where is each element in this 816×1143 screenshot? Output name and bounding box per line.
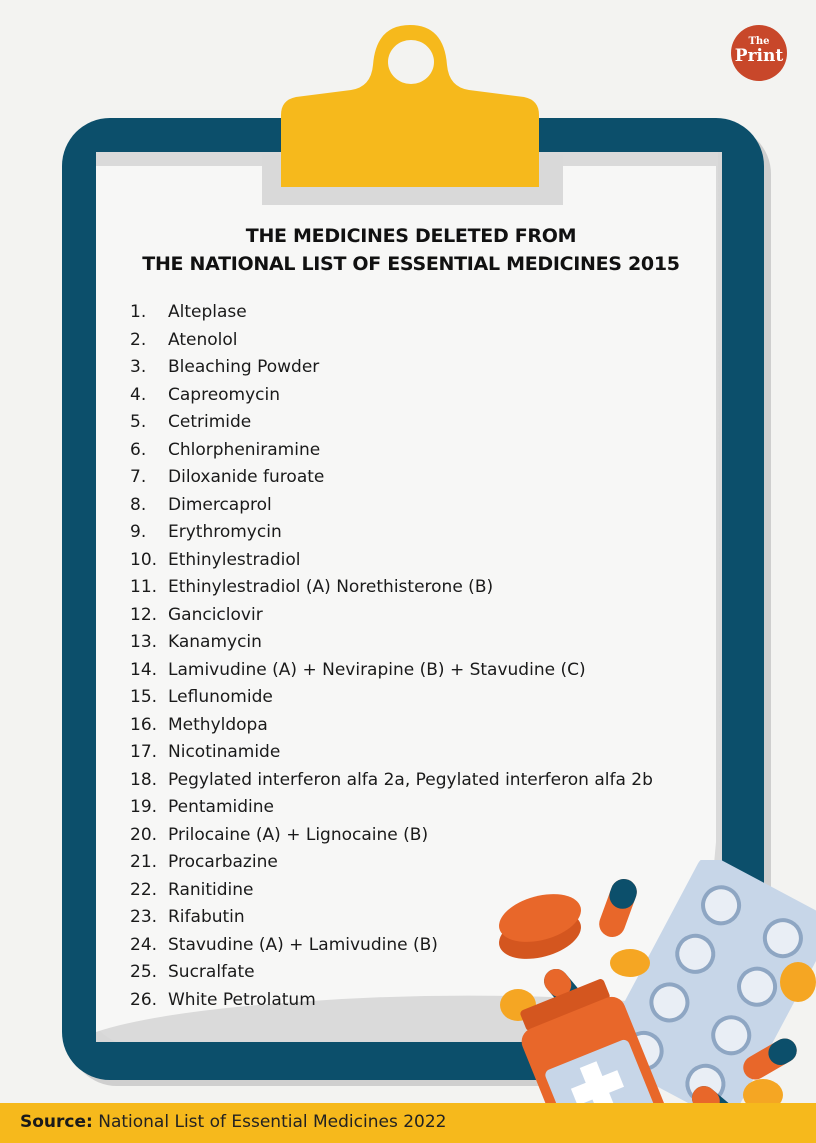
logo-line1: The [748, 36, 770, 47]
item-number: 23. [130, 907, 158, 927]
item-number: 8. [130, 494, 147, 515]
source-text [20, 1112, 446, 1132]
source-value: National List of Essential Medicines 2022 [92, 1112, 447, 1132]
medicine-name: Lamivudine (A) + Nevirapine (B) + Stavudine (C) [168, 659, 586, 680]
source-label: Source: [20, 1112, 93, 1132]
item-number: 1. [130, 302, 147, 322]
item-number: 26. [130, 989, 158, 1010]
list-item [130, 464, 653, 492]
theprint-logo [731, 25, 787, 81]
item-number: 9. [130, 522, 147, 542]
item-number: 17. [130, 742, 158, 762]
medicine-name: Dimercaprol [168, 494, 272, 515]
medicine-name: Capreomycin [168, 384, 281, 405]
medicine-name: Procarbazine [168, 852, 278, 872]
clip-hole [388, 40, 434, 84]
medicine-name: Chlorpheniramine [168, 439, 321, 460]
medicine-name: Alteplase [168, 302, 247, 322]
list-item [130, 602, 653, 630]
title-line2: THE NATIONAL LIST OF ESSENTIAL MEDICINES 2015 [142, 253, 680, 275]
item-number: 22. [130, 879, 158, 900]
item-number: 11. [130, 577, 158, 597]
item-number: 12. [130, 604, 158, 625]
item-number: 4. [130, 384, 147, 405]
medicine-name: Bleaching Powder [168, 357, 320, 377]
medicine-name: Kanamycin [168, 632, 262, 652]
item-number: 6. [130, 439, 147, 460]
bottle-cap-icon [494, 886, 587, 967]
item-number: 7. [130, 467, 147, 487]
item-number: 5. [130, 412, 147, 432]
list-item [130, 657, 653, 685]
item-number: 16. [130, 714, 158, 735]
item-number: 24. [130, 934, 158, 955]
medicine-name: Ranitidine [168, 879, 254, 900]
medicine-name: Pentamidine [168, 797, 274, 817]
capsule-icon [596, 875, 641, 940]
clipboard-clip [281, 25, 539, 187]
list-item [130, 409, 653, 437]
item-number: 18. [130, 769, 158, 790]
item-number: 20. [130, 824, 158, 845]
list-item [130, 547, 653, 575]
list-item [130, 354, 653, 382]
medicine-name: Pegylated interferon alfa 2a, Pegylated interferon alfa 2b [168, 769, 653, 790]
item-number: 15. [130, 687, 158, 707]
medicine-name: Sucralfate [168, 962, 255, 982]
medicine-name: Leflunomide [168, 687, 273, 707]
list-item [130, 767, 653, 795]
medicine-name: Ethinylestradiol (A) Norethisterone (B) [168, 577, 494, 597]
list-item [130, 382, 653, 410]
list-item [130, 822, 653, 850]
item-number: 14. [130, 659, 158, 680]
item-number: 3. [130, 357, 147, 377]
medicine-name: Ethinylestradiol [168, 549, 301, 570]
medicines-illustration [480, 860, 816, 1143]
medicine-name: Cetrimide [168, 412, 252, 432]
list-item [130, 739, 653, 767]
logo-line2: Print [734, 46, 784, 66]
medicine-name: Atenolol [168, 329, 238, 350]
list-item [130, 794, 653, 822]
list-item [130, 629, 653, 657]
medicine-name: White Petrolatum [168, 989, 316, 1010]
item-number: 19. [130, 797, 158, 817]
page-title [96, 222, 726, 278]
list-item [130, 492, 653, 520]
list-item [130, 574, 653, 602]
item-number: 25. [130, 962, 158, 982]
list-item [130, 519, 653, 547]
item-number: 2. [130, 329, 147, 350]
list-item [130, 684, 653, 712]
list-item [130, 712, 653, 740]
medicine-name: Nicotinamide [168, 742, 281, 762]
medicine-name: Prilocaine (A) + Lignocaine (B) [168, 824, 429, 845]
medicine-name: Ganciclovir [168, 604, 263, 625]
medicine-name: Methyldopa [168, 714, 268, 735]
medicine-name: Rifabutin [168, 907, 245, 927]
item-number: 13. [130, 632, 158, 652]
medicine-name: Diloxanide furoate [168, 467, 325, 487]
item-number: 10. [130, 549, 158, 570]
medicine-name: Stavudine (A) + Lamivudine (B) [168, 934, 438, 955]
title-line1: THE MEDICINES DELETED FROM [245, 225, 577, 247]
list-item [130, 437, 653, 465]
list-item [130, 299, 653, 327]
medicine-name: Erythromycin [168, 522, 282, 542]
item-number: 21. [130, 852, 158, 872]
list-item [130, 327, 653, 355]
